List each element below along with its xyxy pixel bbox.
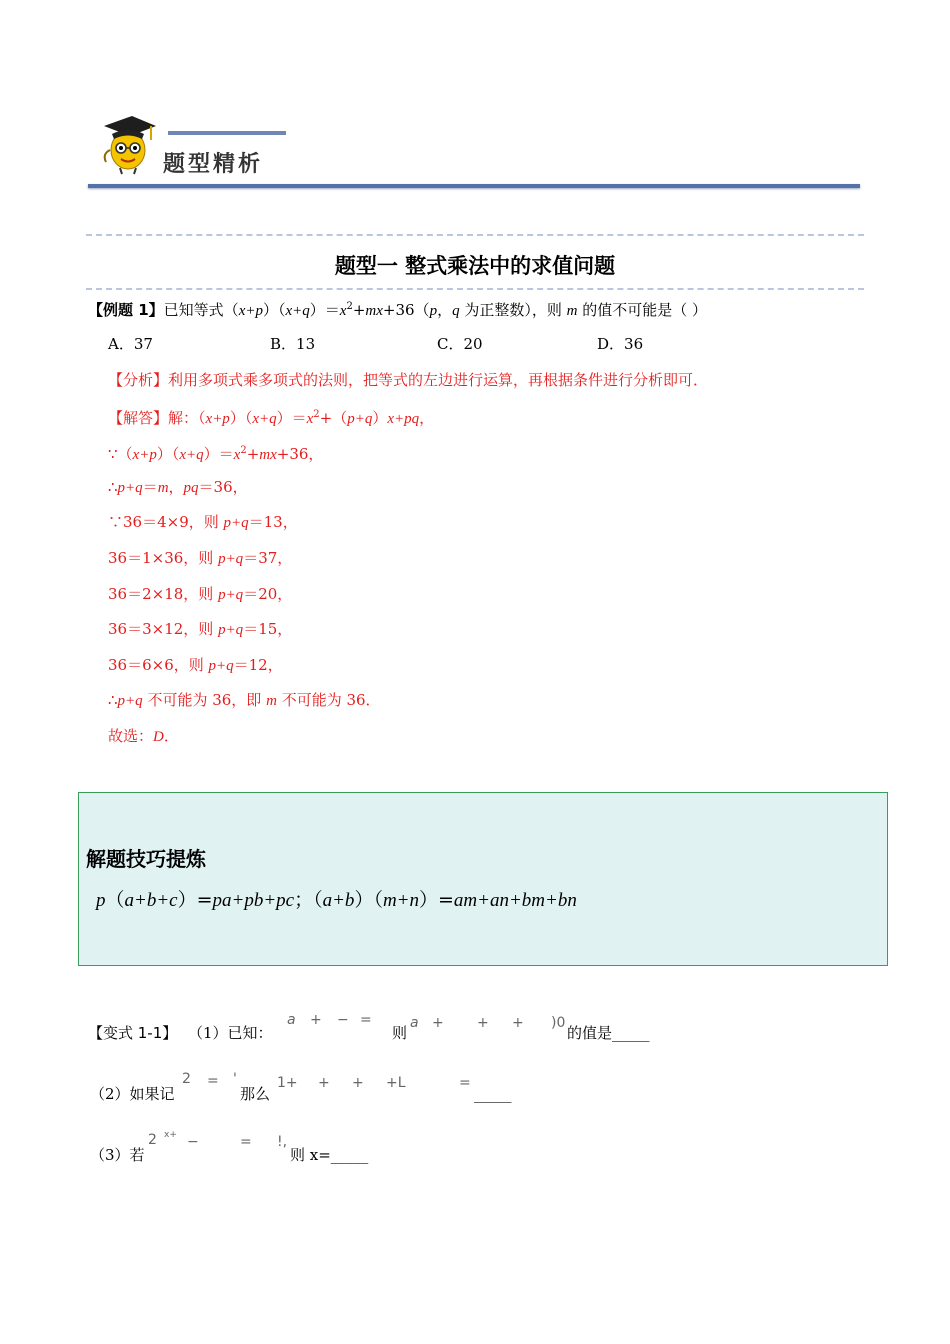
analysis-text: 利用多项式乘多项式的法则，把等式的左边进行运算，再根据条件进行分析即可．	[168, 371, 709, 389]
t: 不可能为 36．	[276, 691, 381, 709]
formula-fragment: a	[287, 1012, 296, 1028]
example-question	[88, 297, 707, 321]
t: ＝20，	[243, 585, 293, 603]
t: ）＝	[203, 445, 234, 463]
t: ）	[372, 409, 388, 427]
answer-line-10	[108, 726, 179, 747]
s: 2	[313, 409, 320, 420]
formula-fragment: )0	[551, 1015, 566, 1031]
t: 36＝1×36，则	[108, 549, 219, 567]
t: ＝12，	[233, 656, 283, 674]
formula-fragment: =	[207, 1073, 219, 1089]
t: ∴	[108, 478, 118, 496]
e: x	[306, 411, 314, 427]
answer-line-7	[108, 619, 292, 640]
e: a+b+c	[124, 890, 178, 911]
e: m+n	[382, 890, 419, 911]
t: ）（	[229, 409, 253, 427]
e: p+q	[208, 658, 234, 674]
t: （	[105, 889, 125, 911]
t: 故选：	[108, 727, 154, 745]
variant-part2-then: 那么	[240, 1085, 271, 1103]
t: +（	[319, 409, 348, 427]
formula-fragment: +	[310, 1012, 322, 1028]
e: x+q	[252, 411, 277, 427]
t: ）=	[177, 889, 213, 911]
t: ．	[163, 727, 179, 745]
variant-part2-blank[interactable]: _____	[474, 1085, 512, 1103]
t: ∴	[108, 691, 118, 709]
header-title: 题型精析	[163, 152, 264, 177]
e: x	[233, 447, 241, 463]
q-text: ）＝	[309, 301, 340, 319]
variant-part1-then: 则	[392, 1024, 408, 1042]
t: ；（	[294, 889, 323, 911]
formula-fragment: +	[432, 1015, 444, 1031]
e: mx	[259, 447, 277, 463]
q-expr: m	[566, 303, 578, 319]
q-text: 的值不可能是（ ）	[577, 301, 708, 319]
e: p+q	[117, 693, 143, 709]
e: p+q	[218, 587, 244, 603]
formula-fragment: +	[477, 1015, 489, 1031]
t: ∵（	[108, 445, 133, 463]
option-d[interactable]: D．36	[597, 335, 644, 353]
formula-fragment: =	[240, 1134, 252, 1150]
e: m	[157, 480, 169, 496]
section-title: 题型一 整式乘法中的求值问题	[334, 254, 616, 278]
t: +	[246, 445, 260, 463]
formula-fragment: '	[233, 1071, 237, 1087]
e: a+b	[322, 890, 355, 911]
t: 解：（	[168, 409, 206, 427]
q-text: +	[352, 301, 366, 319]
e: p+q	[347, 411, 373, 427]
e: x+p	[205, 411, 230, 427]
formula-fragment: −	[187, 1134, 199, 1150]
answer-line-1	[108, 405, 434, 429]
s: 2	[240, 445, 247, 456]
t: ，	[168, 478, 184, 496]
e: am+an+bm+bn	[453, 890, 577, 911]
answer-tag: 【解答】	[108, 409, 169, 427]
e: p	[96, 890, 106, 911]
formula-fragment: −	[337, 1012, 349, 1028]
option-a[interactable]: A．37	[108, 335, 153, 353]
header-top-rule	[168, 131, 286, 135]
header-bottom-rule	[88, 184, 860, 188]
t: 36＝3×12，则	[108, 620, 219, 638]
t: ）（	[354, 889, 383, 911]
q-expr: p	[429, 303, 438, 319]
t: ＝37，	[243, 549, 293, 567]
answer-line-4	[108, 512, 298, 533]
q-text: ）（	[262, 301, 286, 319]
q-expr: q	[452, 303, 460, 319]
formula-fragment: =	[459, 1075, 471, 1091]
formula-fragment: 2	[182, 1071, 191, 1087]
variant-part3-label: （3）若	[90, 1146, 145, 1164]
analysis-tag: 【分析】	[108, 371, 169, 389]
variant-part3-blank[interactable]: 则 x=_____	[290, 1146, 369, 1164]
e: x+pq	[387, 411, 420, 427]
formula-fragment: =	[360, 1012, 372, 1028]
formula-fragment: x+	[164, 1130, 177, 1140]
q-expr: x+p	[238, 303, 263, 319]
answer-line-8	[108, 655, 283, 676]
formula-fragment: +	[512, 1015, 524, 1031]
q-sup: 2	[346, 301, 353, 312]
t: 不可能为 36，即	[142, 691, 267, 709]
variant-part2-label: （2）如果记	[90, 1085, 175, 1103]
q-expr: x+q	[285, 303, 310, 319]
e: x+p	[132, 447, 157, 463]
e: p+q	[117, 480, 143, 496]
mascot-icon	[96, 112, 160, 176]
answer-line-2	[108, 441, 323, 465]
e: p+q	[218, 622, 244, 638]
t: ＝15，	[243, 620, 293, 638]
t: +36，	[276, 445, 324, 463]
formula-fragment: +	[318, 1075, 330, 1091]
variant-part1-label: （1）已知：	[188, 1024, 273, 1042]
answer-line-3	[108, 477, 248, 498]
e: D	[153, 729, 164, 745]
q-text: 已知等式（	[163, 301, 239, 319]
example-tag: 【例题 1】	[88, 301, 164, 319]
q-expr: x	[339, 303, 347, 319]
q-expr: mx	[365, 303, 383, 319]
t: ）=	[419, 889, 454, 911]
t: ∵36＝4×9，则	[108, 513, 224, 531]
e: x+q	[179, 447, 204, 463]
e: m	[266, 693, 277, 709]
formula-fragment: a	[410, 1015, 419, 1031]
t: ＝	[142, 478, 158, 496]
section-divider-top	[86, 234, 864, 236]
t: ，	[419, 409, 435, 427]
section-divider-bottom	[86, 288, 864, 290]
answer-line-9	[108, 690, 381, 711]
t: ＝36，	[198, 478, 248, 496]
answer-line-6	[108, 584, 292, 605]
formula-fragment: 2	[148, 1132, 157, 1148]
formula-fragment: +L	[386, 1075, 406, 1091]
t: ＝13，	[248, 513, 298, 531]
e: pq	[183, 480, 199, 496]
option-b[interactable]: B．13	[270, 335, 316, 353]
q-text: ，	[437, 301, 453, 319]
variant-part1-blank[interactable]: 的值是_____	[567, 1024, 650, 1042]
e: p+q	[223, 515, 249, 531]
tips-box	[78, 792, 888, 966]
t: ）＝	[276, 409, 307, 427]
q-text: +36（	[382, 301, 430, 319]
variant-tag: 【变式 1-1】	[88, 1024, 178, 1042]
formula-fragment: !,	[277, 1134, 288, 1150]
formula-fragment: +	[352, 1075, 364, 1091]
q-text: 为正整数），则	[459, 301, 567, 319]
formula-fragment: 1+	[277, 1075, 298, 1091]
e: pa+pb+pc	[212, 890, 295, 911]
tips-body	[96, 885, 577, 912]
t: 36＝2×18，则	[108, 585, 219, 603]
option-c[interactable]: C．20	[437, 335, 483, 353]
t: ）（	[156, 445, 180, 463]
answer-line-5	[108, 548, 292, 569]
e: p+q	[218, 551, 244, 567]
t: 36＝6×6，则	[108, 656, 209, 674]
tips-title: 解题技巧提炼	[86, 847, 206, 871]
analysis	[108, 370, 708, 390]
